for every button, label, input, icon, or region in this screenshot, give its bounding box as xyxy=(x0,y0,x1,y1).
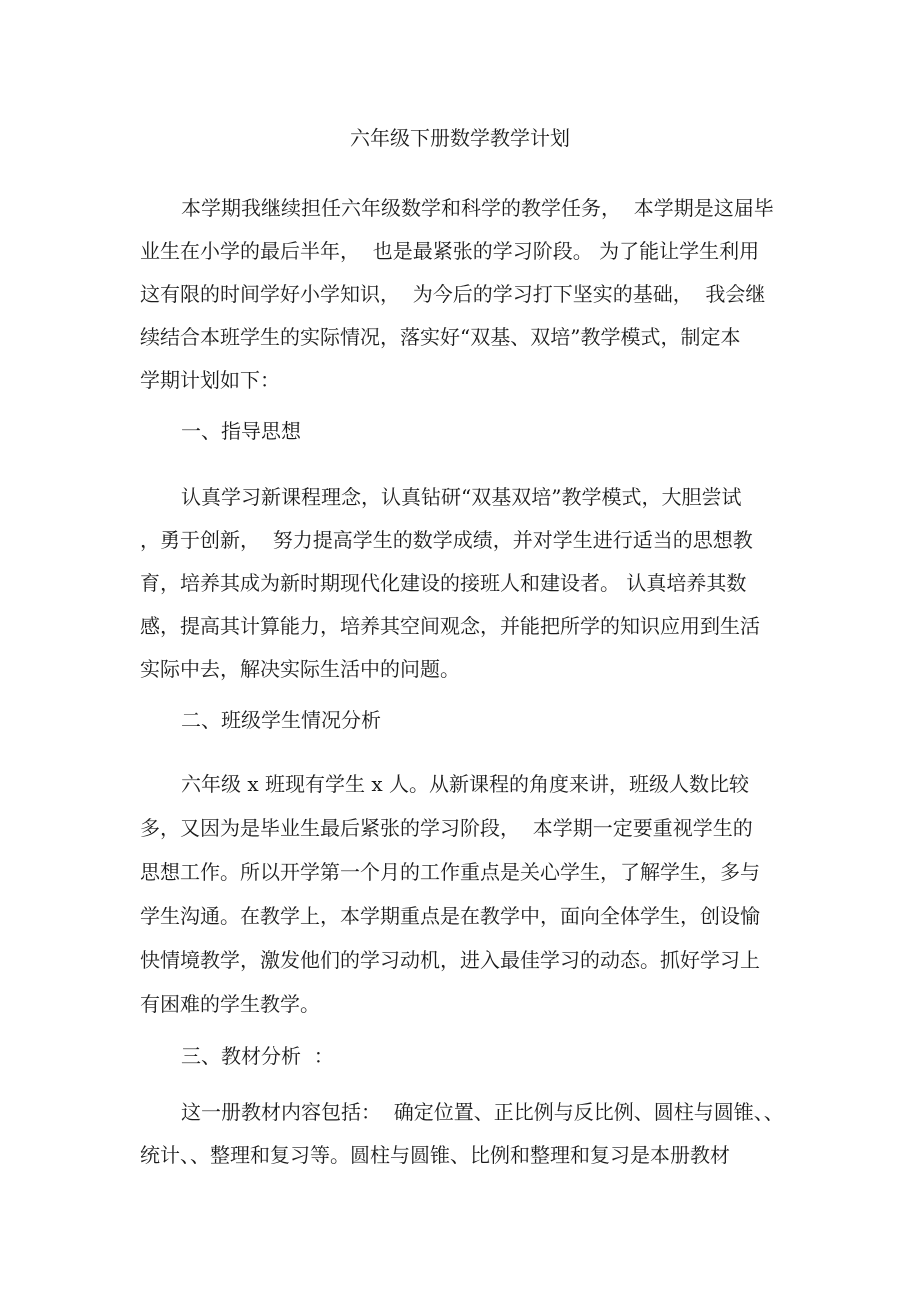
intro-line: 学期计划如下： xyxy=(140,368,280,392)
section-line: 快情境教学，激发他们的学习动机，进入最佳学习的动态。抓好学习上 xyxy=(140,948,760,972)
section-line: 思想工作。所以开学第一个月的工作重点是关心学生，了解学生，多与 xyxy=(140,860,760,884)
section-heading: 一、指导思想 xyxy=(181,419,301,443)
section-line: ，勇于创新， 努力提高学生的数学成绩，并对学生进行适当的思想教 xyxy=(140,528,753,552)
section-line: 多，又因为是毕业生最后紧张的学习阶段， 本学期一定要重视学生的 xyxy=(140,816,753,840)
document-title: 六年级下册数学教学计划 xyxy=(350,126,570,150)
section-line: 统计、、整理和复习等。圆柱与圆锥、比例和整理和复习是本册教材 xyxy=(140,1143,730,1167)
section-heading: 二、班级学生情况分析 xyxy=(181,708,381,732)
section-line: 育，培养其成为新时期现代化建设的接班人和建设者。 认真培养其数 xyxy=(140,571,747,595)
section-line: 认真学习新课程理念，认真钻研“双基双培”教学模式，大胆尝试 xyxy=(181,485,742,509)
section-line: 感，提高其计算能力，培养其空间观念，并能把所学的知识应用到生活 xyxy=(140,614,760,638)
intro-line: 续结合本班学生的实际情况，落实好“双基、双培”教学模式，制定本 xyxy=(140,325,741,349)
section-line: 实际中去，解决实际生活中的问题。 xyxy=(140,657,460,681)
intro-line: 本学期我继续担任六年级数学和科学的教学任务， 本学期是这届毕 xyxy=(181,196,774,220)
section-line: 学生沟通。在教学上，本学期重点是在教学中，面向全体学生，创设愉 xyxy=(140,904,760,928)
section-line: 这一册教材内容包括： 确定位置、正比例与反比例、圆柱与圆锥、、 xyxy=(181,1100,784,1124)
intro-line: 这有限的时间学好小学知识， 为今后的学习打下坚实的基础， 我会继 xyxy=(140,282,766,306)
intro-line: 业生在小学的最后半年， 也是最紧张的学习阶段。 为了能让学生利用 xyxy=(140,239,760,263)
section-line: 有困难的学生教学。 xyxy=(140,992,320,1016)
section-line: 六年级 x 班现有学生 x 人。从新课程的角度来讲，班级人数比较 xyxy=(181,772,749,796)
section-heading: 三、教材分析 ： xyxy=(181,1044,334,1068)
